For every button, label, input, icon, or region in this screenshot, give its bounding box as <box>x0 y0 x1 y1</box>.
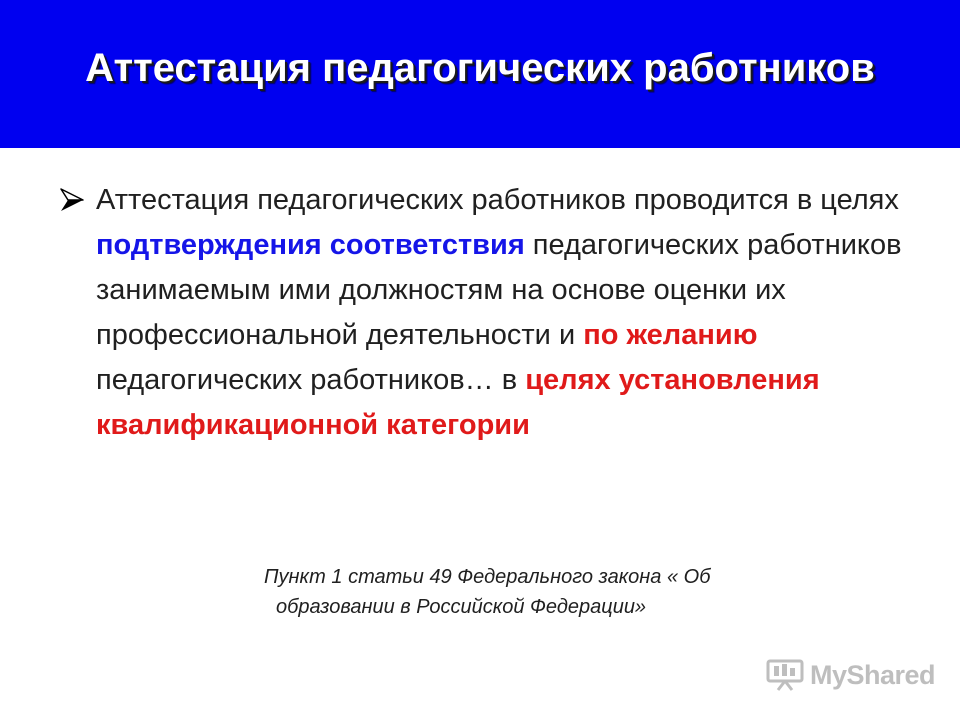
myshared-logo-icon <box>766 658 804 692</box>
highlight-qualification-category: целях установления квалификационной категории <box>96 364 820 441</box>
watermark-logo <box>766 655 935 695</box>
slide-title: Аттестация педагогических работников <box>85 45 875 90</box>
bullet-item <box>58 178 918 448</box>
text-segment: педагогических работников занимаемым ими должностям на основе оценки их профессиональной деятельности и <box>96 229 902 351</box>
bullet-paragraph <box>96 178 918 448</box>
text-segment: педагогических работников… в <box>96 364 526 396</box>
citation-line: образовании в Российской Федерации» <box>276 596 647 618</box>
law-citation <box>230 562 930 622</box>
text-segment: Аттестация педагогических работников проводится в целях <box>96 184 899 216</box>
citation-line: Пункт 1 статьи 49 Федерального закона « Об <box>264 566 711 588</box>
arrow-bullet-icon <box>58 186 86 214</box>
title-banner <box>0 0 960 148</box>
highlight-by-request: по желанию <box>583 319 758 351</box>
highlight-confirmation: подтверждения соответствия <box>96 229 525 261</box>
watermark-text: MyShared <box>810 659 936 690</box>
